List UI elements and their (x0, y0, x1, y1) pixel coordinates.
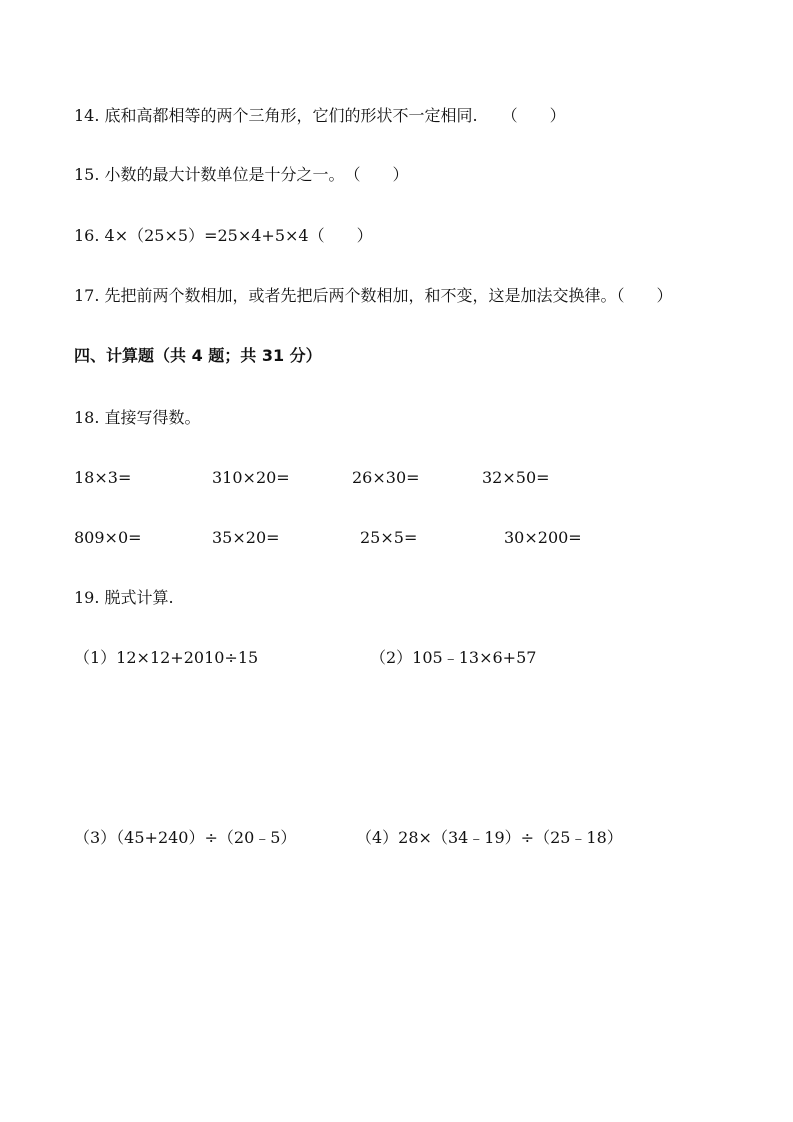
q19-part-3: （3）（45+240）÷（20﹣5） (74, 828, 297, 847)
q19-part-2: （2）105﹣13×6+57 (370, 648, 537, 667)
q19-part-4: （4）28×（34﹣19）÷（25﹣18） (356, 828, 623, 847)
question-18-label: 18. 直接写得数。 (74, 408, 201, 427)
question-16: 16. 4×（25×5）=25×4+5×4（ ） (74, 226, 373, 245)
question-19-label: 19. 脱式计算. (74, 588, 174, 607)
q18-item-1: 18×3= (74, 468, 132, 487)
question-14: 14. 底和高都相等的两个三角形，它们的形状不一定相同. （ ） (74, 106, 566, 125)
section-heading: 四、计算题（共 4 题；共 31 分） (74, 346, 322, 365)
q18-item-4: 32×50= (482, 468, 550, 487)
q18-item-6: 35×20= (212, 528, 280, 547)
question-17: 17. 先把前两个数相加，或者先把后两个数相加，和不变，这是加法交换律。（ ） (74, 286, 673, 305)
q19-part-1: （1）12×12+2010÷15 (74, 648, 259, 667)
q18-item-5: 809×0= (74, 528, 142, 547)
q18-item-8: 30×200= (504, 528, 582, 547)
q18-item-3: 26×30= (352, 468, 420, 487)
q18-item-7: 25×5= (360, 528, 418, 547)
question-15: 15. 小数的最大计数单位是十分之一。 （ ） (74, 165, 409, 184)
q18-item-2: 310×20= (212, 468, 290, 487)
